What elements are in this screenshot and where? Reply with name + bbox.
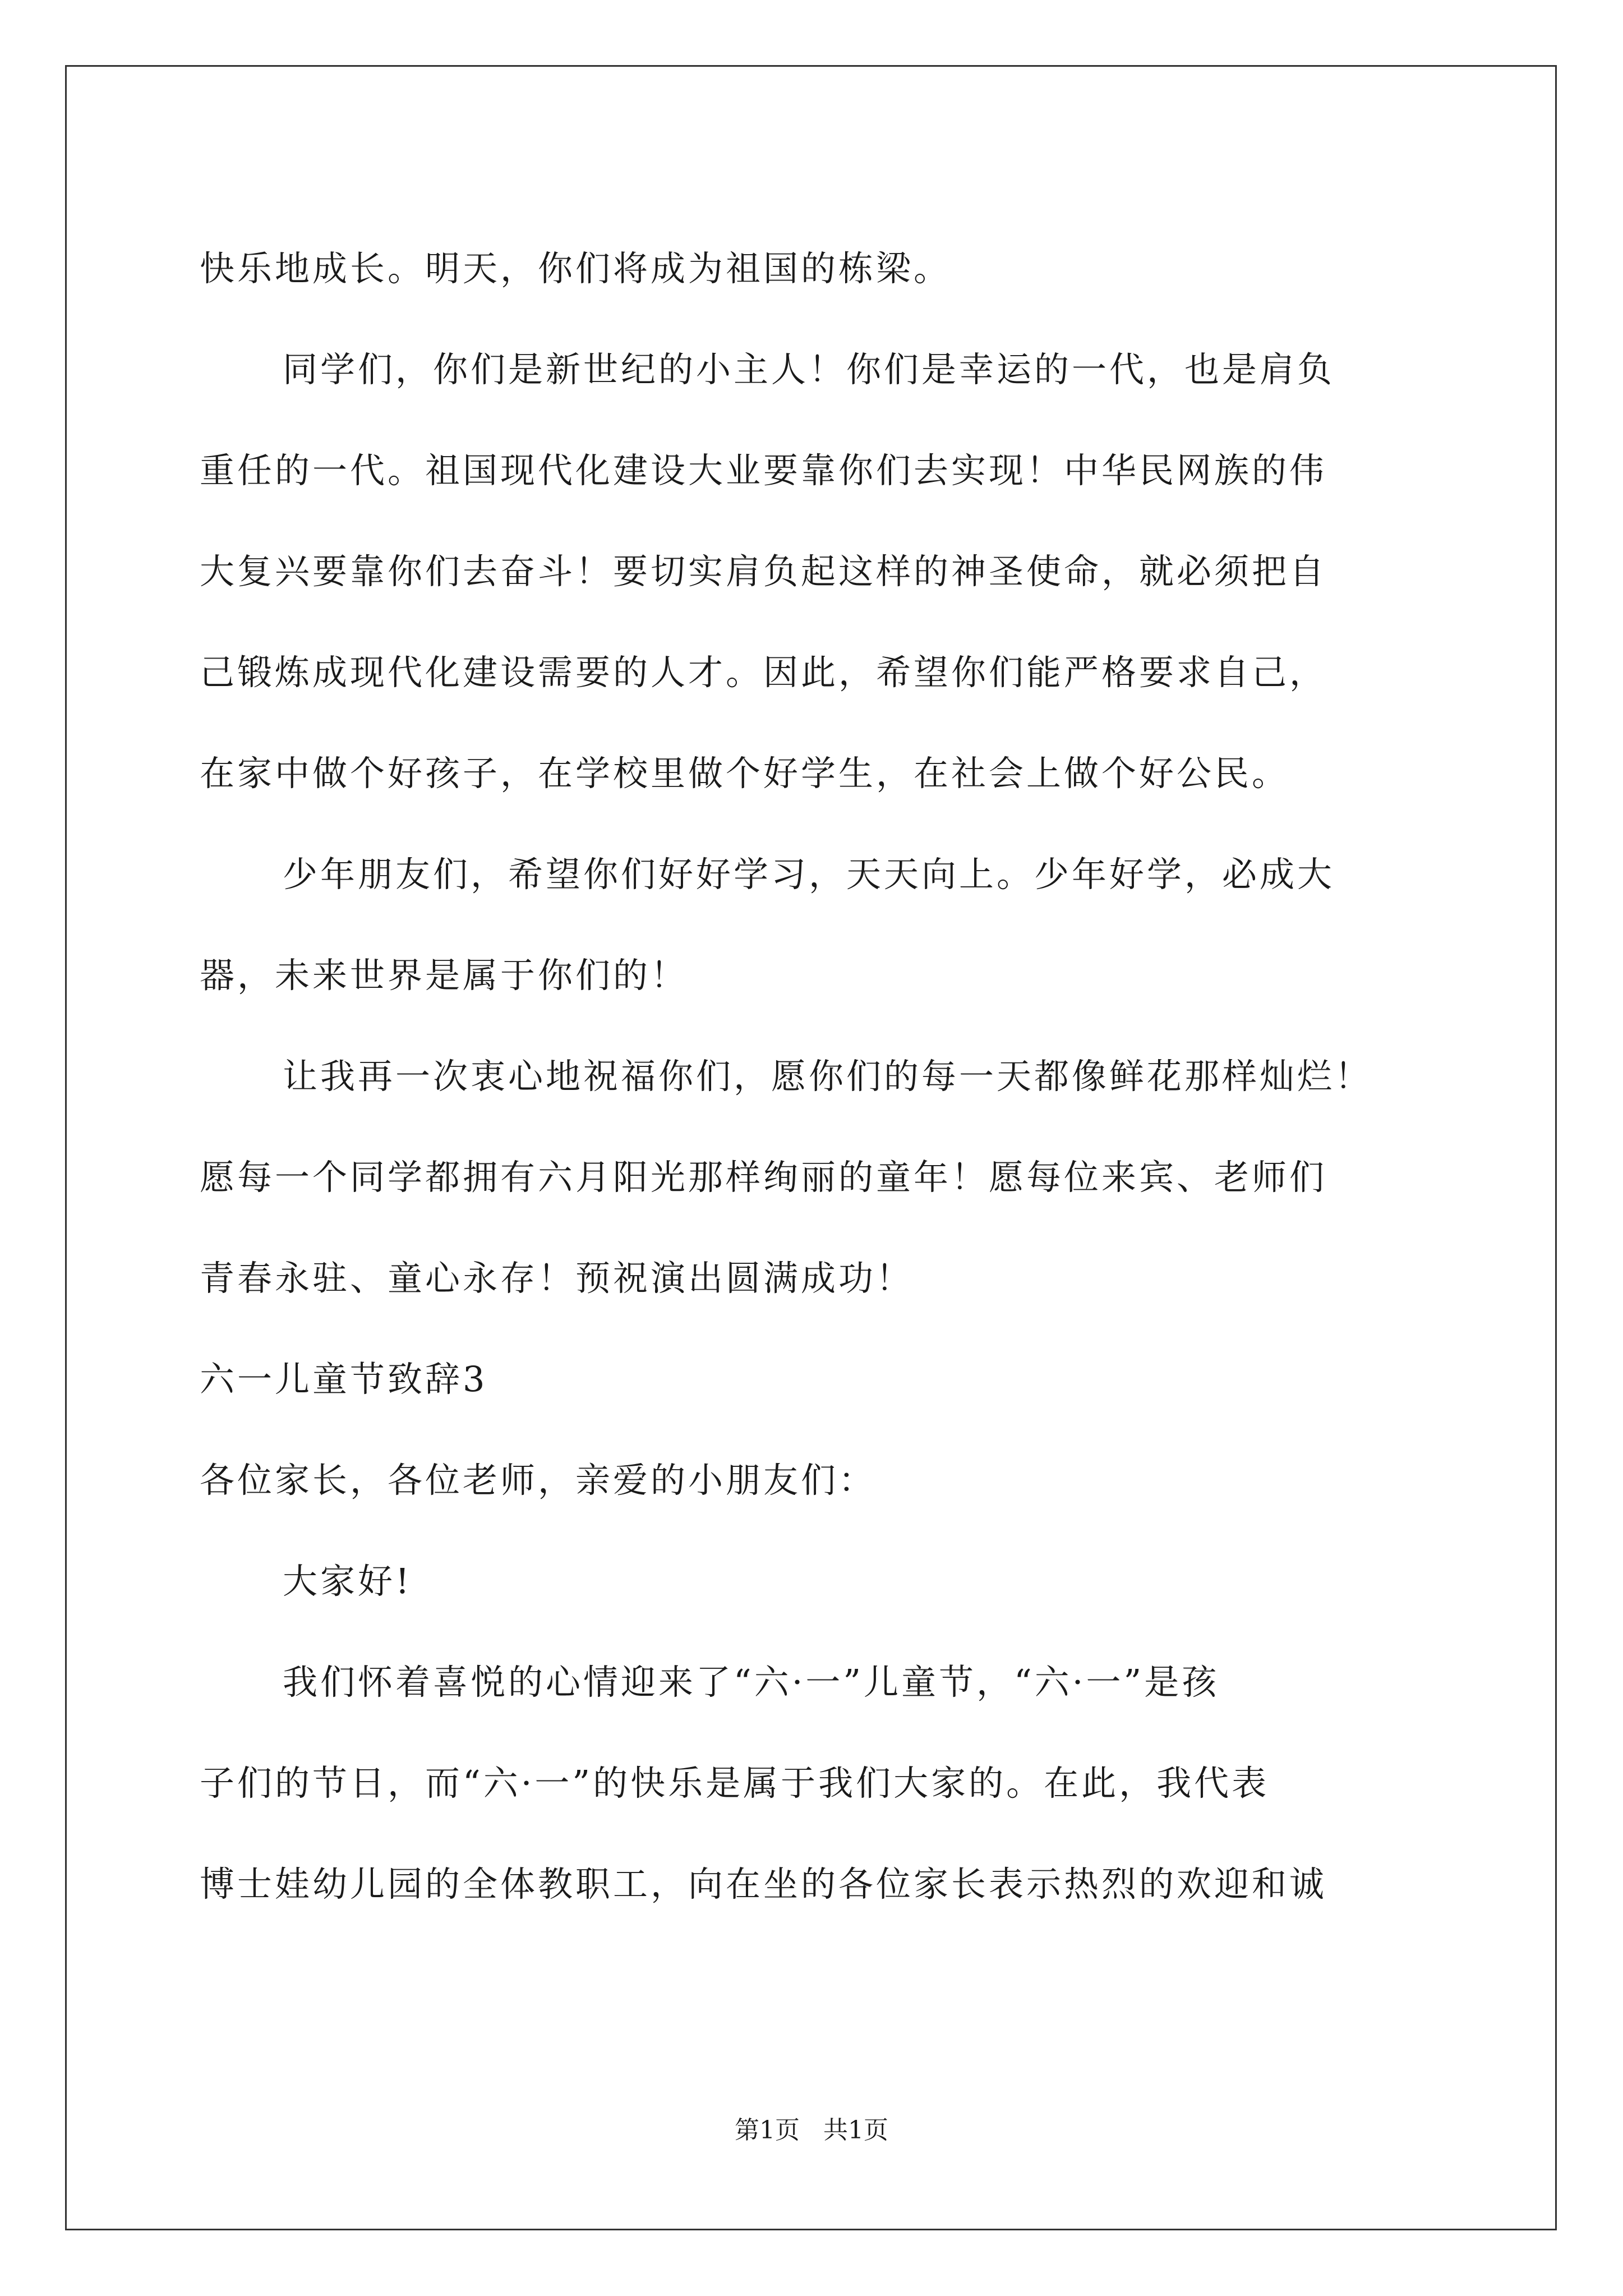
text-line: 同学们，你们是新世纪的小主人！你们是幸运的一代，也是肩负	[283, 349, 1335, 390]
text-line: 我们怀着喜悦的心情迎来了“六·一”儿童节，“六·一”是孩	[283, 1662, 1220, 1703]
text-line: 快乐地成长。明天，你们将成为祖国的栋梁。	[200, 248, 952, 289]
text-line: 器，未来世界是属于你们的！	[200, 955, 689, 996]
text-line: 博士娃幼儿园的全体教职工，向在坐的各位家长表示热烈的欢迎和诚	[200, 1864, 1327, 1904]
text-line: 己锻炼成现代化建设需要的人才。因此，希望你们能严格要求自己，	[200, 652, 1327, 693]
text-line: 少年朋友们，希望你们好好学习，天天向上。少年好学，必成大	[283, 854, 1335, 895]
text-line: 在家中做个好孩子，在学校里做个好学生，在社会上做个好公民。	[200, 753, 1290, 794]
page-number-footer: 第1页 共1页	[735, 2116, 888, 2145]
text-line: 重任的一代。祖国现代化建设大业要靠你们去实现！中华民网族的伟	[200, 450, 1327, 491]
text-line: 愿每一个同学都拥有六月阳光那样绚丽的童年！愿每位来宾、老师们	[200, 1157, 1327, 1198]
text-line: 大复兴要靠你们去奋斗！要切实肩负起这样的神圣使命，就必须把自	[200, 551, 1327, 592]
text-line: 子们的节日，而“六·一”的快乐是属于我们大家的。在此，我代表	[200, 1763, 1270, 1803]
salutation: 各位家长，各位老师，亲爱的小朋友们：	[200, 1460, 877, 1501]
text-line: 让我再一次衷心地祝福你们，愿你们的每一天都像鲜花那样灿烂！	[283, 1056, 1373, 1097]
text-line: 青春永驻、童心永存！预祝演出圆满成功！	[200, 1258, 914, 1299]
document-body	[200, 218, 1428, 1935]
section-heading: 六一儿童节致辞3	[200, 1359, 488, 1400]
greeting: 大家好!	[283, 1561, 412, 1602]
